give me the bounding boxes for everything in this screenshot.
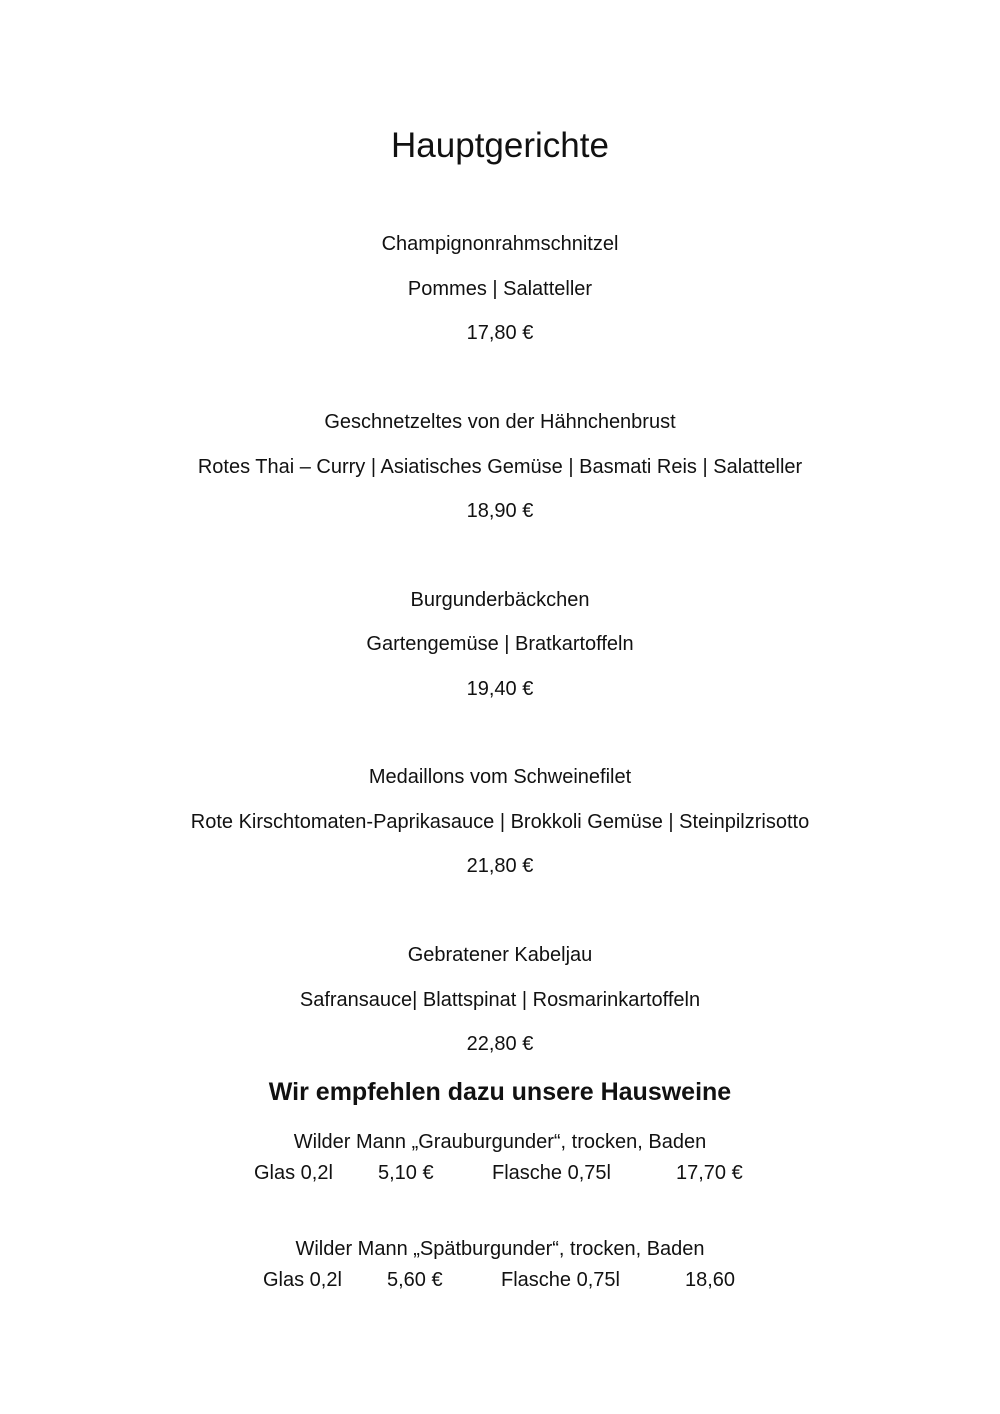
glass-price: 5,60 € xyxy=(387,1269,443,1291)
dish-name: Medaillons vom Schweinefilet xyxy=(368,766,632,788)
dish-price: 21,80 € xyxy=(466,855,534,877)
wine-heading: Wir empfehlen dazu unsere Hausweine xyxy=(268,1078,732,1106)
dish-sides: Rote Kirschtomaten-Paprikasauce | Brokkoli Gemüse | Steinpilzrisotto xyxy=(190,811,810,833)
wine-name: Wilder Mann „Grauburgunder“, trocken, Baden xyxy=(293,1131,707,1153)
dish-price: 18,90 € xyxy=(466,500,534,522)
wine-price-row xyxy=(0,1266,1000,1294)
dish-price: 22,80 € xyxy=(466,1033,534,1055)
glass-price: 5,10 € xyxy=(378,1162,434,1184)
glass-label: Glas 0,2l xyxy=(254,1162,333,1184)
wine-name: Wilder Mann „Spätburgunder“, trocken, Baden xyxy=(295,1238,705,1260)
dish-name: Gebratener Kabeljau xyxy=(407,944,593,966)
dish-sides: Pommes | Salatteller xyxy=(407,278,593,300)
dish-name: Geschnetzeltes von der Hähnchenbrust xyxy=(324,411,676,433)
dish-sides: Rotes Thai – Curry | Asiatisches Gemüse | Basmati Reis | Salatteller xyxy=(197,456,803,478)
page-title: Hauptgerichte xyxy=(391,126,609,165)
dish-price: 19,40 € xyxy=(466,678,534,700)
dish-name: Burgunderbäckchen xyxy=(410,589,590,611)
bottle-price: 18,60 xyxy=(685,1269,736,1291)
glass-label: Glas 0,2l xyxy=(263,1269,342,1291)
dish-price: 17,80 € xyxy=(466,322,534,344)
wine-price-row xyxy=(0,1159,1000,1187)
dish-sides: Safransauce| Blattspinat | Rosmarinkartoffeln xyxy=(299,989,701,1011)
dish-sides: Gartengemüse | Bratkartoffeln xyxy=(366,633,634,655)
bottle-price: 17,70 € xyxy=(676,1162,743,1184)
bottle-label: Flasche 0,75l xyxy=(492,1162,611,1184)
dish-name: Champignonrahmschnitzel xyxy=(381,233,619,255)
bottle-label: Flasche 0,75l xyxy=(501,1269,620,1291)
